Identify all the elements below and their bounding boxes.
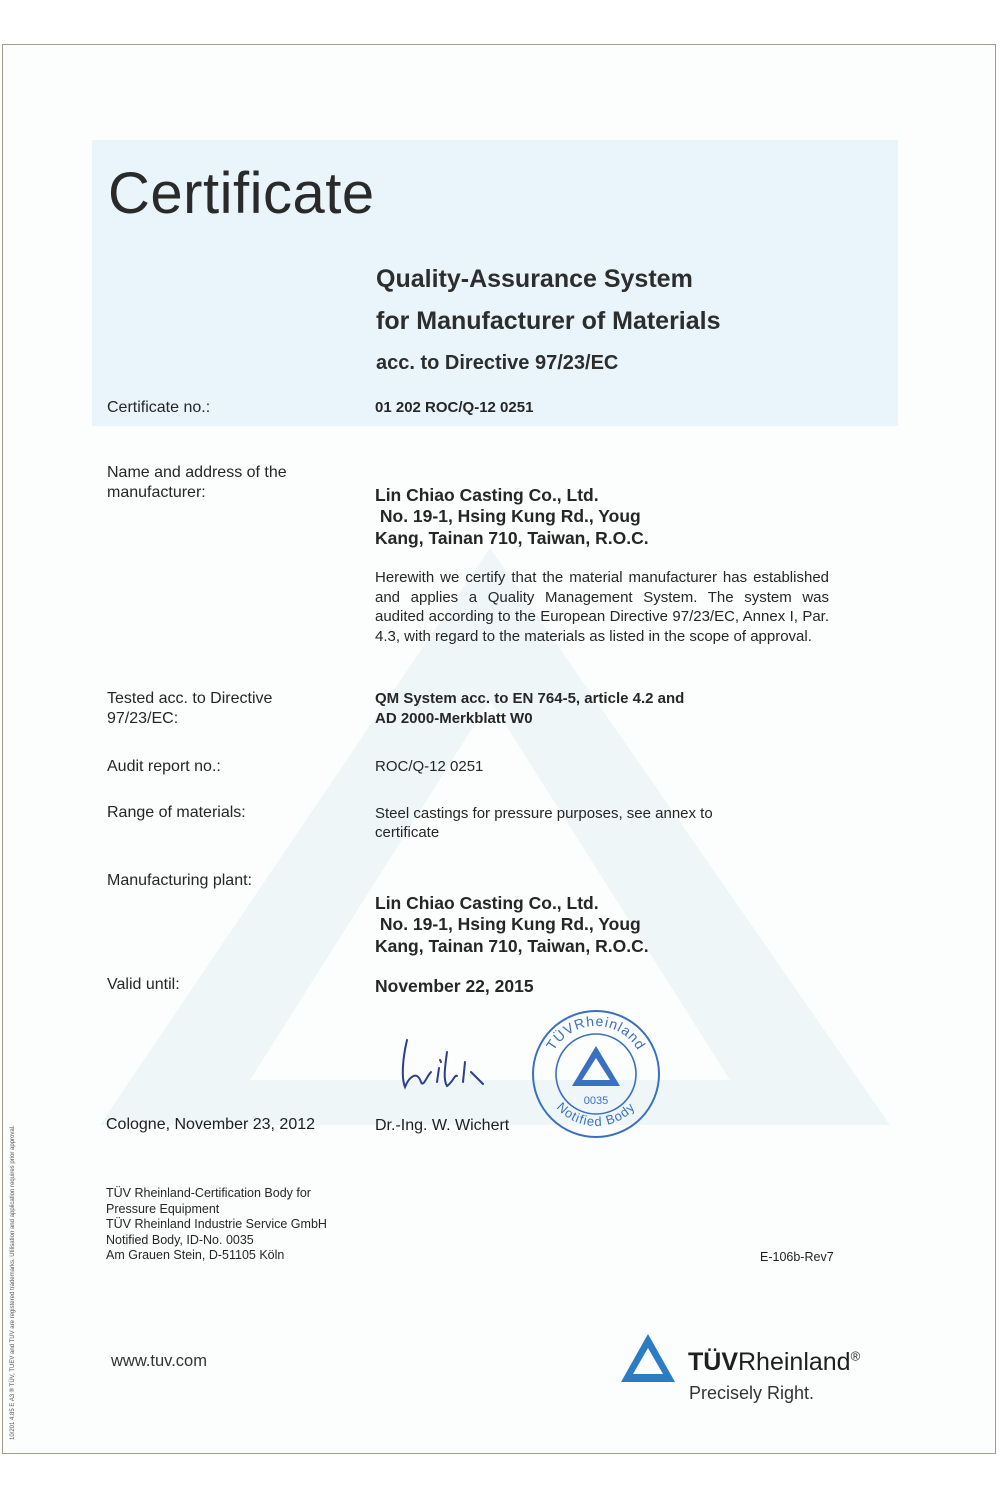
brand-wordmark: TÜVRheinland® <box>688 1348 861 1376</box>
seal-top-text: TÜVRheinland <box>542 1012 650 1053</box>
seal-triangle-icon <box>572 1046 620 1086</box>
seal-bottom-text: Notified Body <box>553 1099 639 1130</box>
place-date: Cologne, November 23, 2012 <box>106 1116 316 1133</box>
signatory-name: Dr.-Ing. W. Wichert <box>375 1117 510 1134</box>
plant-address: Lin Chiao Casting Co., Ltd. No. 19-1, Hsing Kung Rd., Youg Kang, Tainan 710, Taiwan, R.O.C. <box>375 892 649 956</box>
side-fineprint: 10/201 4.85 E A3 ® TÜV, TUEV and TUV are registered trademarks. Utilisation and application requires prior approval. <box>10 1125 16 1440</box>
range-label: Range of materials: <box>107 804 246 821</box>
manufacturer-label: Name and address of the manufacturer: <box>107 464 287 501</box>
website-link[interactable]: www.tuv.com <box>111 1352 207 1370</box>
form-code: E-106b-Rev7 <box>760 1250 834 1264</box>
valid-until-value: November 22, 2015 <box>375 976 534 996</box>
range-value: Steel castings for pressure purposes, see annex to certificate <box>375 805 713 841</box>
certificate-no-label: Certificate no.: <box>107 399 211 416</box>
audit-report-label: Audit report no.: <box>107 758 221 775</box>
certificate-title: Certificate <box>108 161 375 226</box>
issuer-block: TÜV Rheinland-Certification Body for Pressure Equipment TÜV Rheinland Industrie Service GmbH Notified Body, ID-No. 0035 Am Grauen Stein, D-51105 Köln <box>106 1186 327 1262</box>
brand-tagline: Precisely Right. <box>689 1383 815 1403</box>
valid-until-label: Valid until: <box>107 976 180 993</box>
tested-label: Tested acc. to Directive 97/23/EC: <box>107 690 273 727</box>
seal-number: 0035 <box>583 1095 609 1107</box>
manufacturer-address: Lin Chiao Casting Co., Ltd. No. 19-1, Hsing Kung Rd., Youg Kang, Tainan 710, Taiwan, R.O.C. <box>375 484 649 548</box>
tuv-logo-triangle-icon <box>620 1332 676 1384</box>
certificate-subtitle: Quality-Assurance System for Manufacturer of Materials <box>376 265 721 335</box>
certificate-no-value: 01 202 ROC/Q-12 0251 <box>375 399 534 416</box>
audit-report-value: ROC/Q-12 0251 <box>375 758 484 775</box>
certification-text: Herewith we certify that the material manufacturer has established and applies a Quality Management System. The system was audited according to the European Directive 97/23/EC, Annex I, Par. 4.3, with regard to the materials as listed in the scope of approval. <box>375 569 829 645</box>
tuv-notified-body-seal <box>530 1008 662 1140</box>
directive-heading: acc. to Directive 97/23/EC <box>376 352 619 374</box>
plant-label: Manufacturing plant: <box>107 872 252 889</box>
tested-value: QM System acc. to EN 764-5, article 4.2 and AD 2000-Merkblatt W0 <box>375 690 685 727</box>
signature <box>395 1032 495 1102</box>
